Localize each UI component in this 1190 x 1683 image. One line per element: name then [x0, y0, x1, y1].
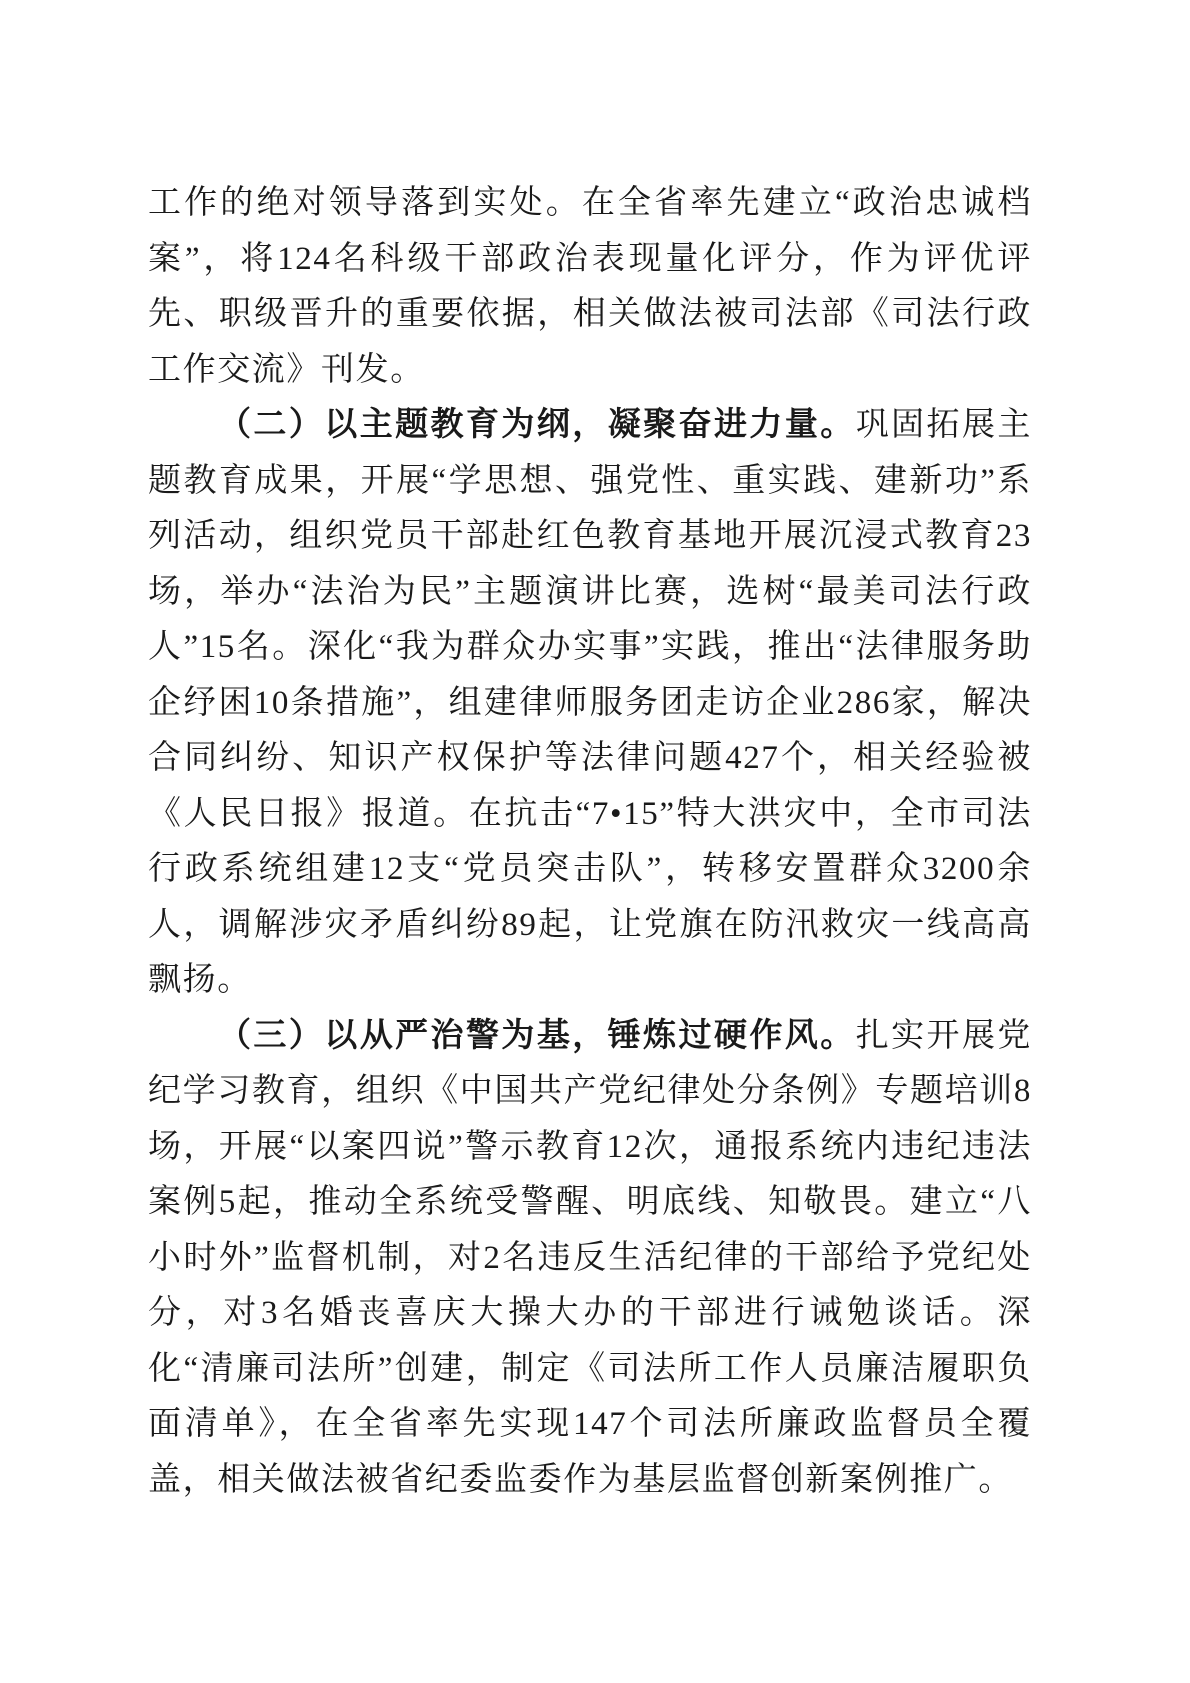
- section-3-body-text: 扎实开展党纪学习教育，组织《中国共产党纪律处分条例》专题培训8场，开展“以案四说”警示教育12次，通报系统内违纪违法案例5起，推动全系统受警醒、明底线、知敬畏。建立“八小时外”监督机制，对2名违反生活纪律的干部给予党纪处分，对3名婚丧喜庆大操大办的干部进行诫勉谈话。深化“清廉司法所”创建，制定《司法所工作人员廉洁履职负面清单》，在全省率先实现147个司法所廉政监督员全覆盖，相关做法被省纪委监委作为基层监督创新案例推广。: [148, 1017, 1032, 1498]
- section-2-body-text: 巩固拓展主题教育成果，开展“学思想、强党性、重实践、建新功”系列活动，组织党员干部赴红色教育基地开展沉浸式教育23场，举办“法治为民”主题演讲比赛，选树“最美司法行政人”15名。深化“我为群众办实事”实践，推出“法律服务助企纾困10条措施”，组建律师服务团走访企业286家，解决合同纠纷、知识产权保护等法律问题427个，相关经验被《人民日报》报道。在抗击“7•15”特大洪灾中，全市司法行政系统组建12支“党员突击队”，转移安置群众3200余人，调解涉灾矛盾纠纷89起，让党旗在防汛救灾一线高高飘扬。: [148, 407, 1032, 998]
- paragraph-section-2: [148, 398, 1032, 1009]
- paragraph-continuation-text: 工作的绝对领导落到实处。在全省率先建立“政治忠诚档案”，将124名科级干部政治表现量化评分，作为评优评先、职级晋升的重要依据，相关做法被司法部《司法行政工作交流》刊发。: [148, 185, 1032, 388]
- paragraph-section-3: [148, 1009, 1032, 1509]
- paragraph-continuation: [148, 176, 1032, 398]
- document-text-block: [148, 176, 1032, 1508]
- section-2-heading: （二）以主题教育为纲，凝聚奋进力量。: [218, 407, 856, 443]
- section-3-heading: （三）以从严治警为基，锤炼过硬作风。: [218, 1017, 856, 1054]
